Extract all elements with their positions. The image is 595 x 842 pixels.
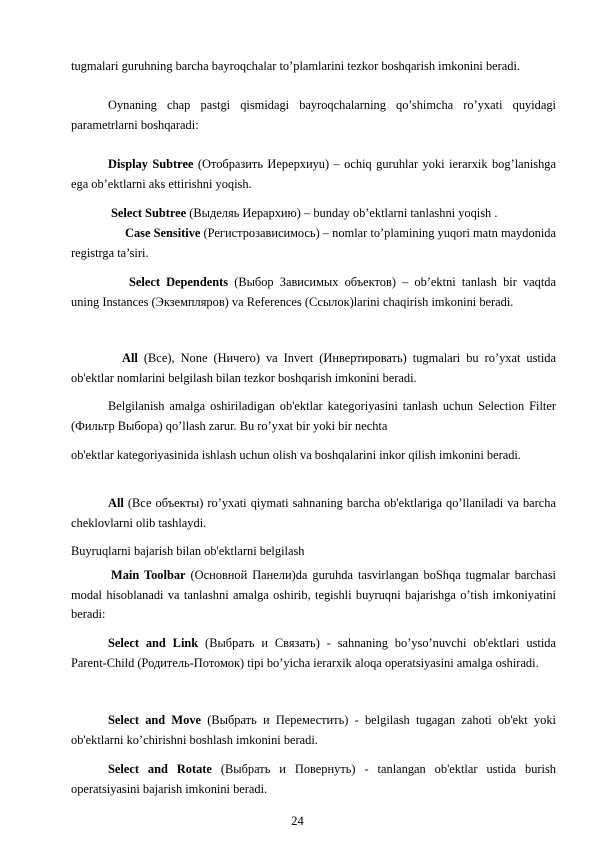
term-select-and-move: Select and Move (108, 713, 202, 727)
paragraph-select-dependents: Select Dependents (Выбор Зависимых объектов) – ob’ektni tanlash bir vaqtda uning Instances (Экземпляров) va References (Ссылок)larini chaqirish imkonini beradi. (71, 275, 557, 309)
paragraph-select-and-rotate: Select and Rotate (Выбрать и Повернуть) - tanlangan ob'ektlar ustida burish operatsiyasini bajarish imkonini beradi. (71, 762, 556, 796)
term-display-subtree: Display Subtree (108, 157, 194, 171)
paragraph-select-and-link: Select and Link (Выбрать и Связать) - sahnaning bo’yso’nuvchi ob'ektlari ustida Parent-Child (Родитель-Потомок) tipi bo’yicha ierarxik aloqa operatsiyasini amalga oshiradi. (71, 636, 557, 670)
paragraph-display-subtree: Display Subtree (Отобразить Иерерхиyu) – ochiq guruhlar yoki ierarxik bog’lanishga ega ob’ektlarni aks ettirishni yoqish. (71, 157, 556, 191)
term-select-dependents: Select Dependents (129, 275, 229, 289)
paragraph-select-subtree: Select Subtree (Выделяь Иерархию) – bunday ob’ektlarni tanlashni yoqish . (111, 206, 498, 220)
paragraph-all-objects: All (Все объекты) ro’yxati qiymati sahnaning barcha ob'ektlariga qo’llaniladi va barcha cheklovlarni olib tashlaydi. (71, 496, 556, 530)
paragraph-1: tugmalari guruhning barcha bayroqchalar to’plamlarini tezkor boshqarish imkonini beradi. (71, 59, 521, 73)
term-case-sensitive: Case Sensitive (125, 226, 201, 240)
paragraph-main-toolbar: Main Toolbar (Основной Панели)da guruhda tasvirlangan boShqa tugmalar barchasi modal hisoblanadi va tanlashni amalga oshirib, tegishli buyruqni bajarishga o’tish imkoniyatini beradi: (71, 568, 556, 622)
term-all-objects: All (108, 496, 124, 510)
paragraph-categories: ob'ektlar kategoriyasinida ishlash uchun olish va boshqalarini inkor qilish imkonini beradi. (71, 448, 521, 462)
page-number: 24 (291, 814, 304, 828)
paragraph-all-none-invert: All (Все), None (Ничего) va Invert (Инвертировать) tugmalari bu ro’yxat ustida ob'ektlar nomlarini belgilash bilan tezkor boshqarish imkonini beradi. (71, 351, 556, 385)
term-select-and-link: Select and Link (108, 636, 199, 650)
paragraph-select-and-move: Select and Move (Выбрать и Переместить) - belgilash tugagan zahoti ob'ekt yoki ob'ektlarni ko’chirishni boshlash imkonini beradi. (71, 713, 556, 747)
section-heading: Buyruqlarni bajarish bilan ob'ektlarni belgilash (71, 544, 305, 558)
paragraph-case-sensitive: Case Sensitive (Регистрозависимось) – nomlar to’plamining yuqori matn maydonida registrga ta’siri. (71, 226, 556, 260)
term-main-toolbar: Main Toolbar (111, 568, 186, 582)
term-all: All (122, 351, 138, 365)
paragraph-2: Oynaning chap pastgi qismidagi bayroqchalarning qo’shimcha ro’yxati quyidagi parametrlarni boshqaradi: (71, 98, 556, 132)
paragraph-selection-filter: Belgilanish amalga oshiriladigan ob'ektlar kategoriyasini tanlash uchun Selection Filter (Фильтр Выбора) qo’llash zarur. Bu ro’yxat bir yoki bir nechta (71, 399, 556, 433)
term-select-and-rotate: Select and Rotate (108, 762, 212, 776)
term-select-subtree: Select Subtree (111, 206, 187, 220)
